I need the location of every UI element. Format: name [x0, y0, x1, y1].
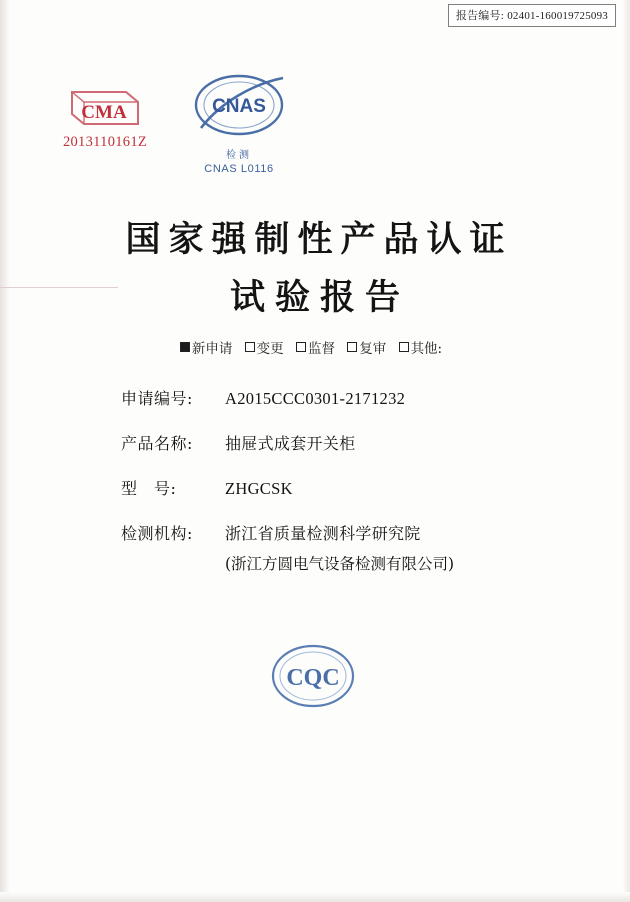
field-list	[121, 386, 541, 596]
checkbox-option-new[interactable]	[180, 341, 233, 357]
checkbox-label-other: 其他:	[410, 341, 443, 357]
field-value-product-name: 抽屉式成套开关柜	[225, 434, 356, 453]
field-label-testing-organization: 检测机构:	[121, 524, 193, 543]
checkbox-option-supervision[interactable]	[296, 341, 335, 357]
field-product-name	[121, 431, 541, 454]
field-value-testing-organization: 浙江省质量检测科学研究院	[225, 524, 421, 543]
field-label-application-number: 申请编号:	[121, 389, 193, 408]
checkbox-supervision-icon[interactable]	[296, 342, 306, 352]
application-type-row	[0, 337, 630, 357]
report-number-label: 报告编号:	[455, 10, 504, 22]
field-testing-organization	[121, 521, 541, 544]
cma-logo-icon	[68, 88, 142, 128]
checkbox-label-change: 变更	[256, 341, 284, 357]
page-title-line1: 国家强制性产品认证	[125, 219, 513, 260]
checkbox-option-review[interactable]	[347, 341, 386, 357]
svg-text:CQC: CQC	[286, 665, 340, 691]
checkbox-other-icon[interactable]	[399, 342, 409, 352]
field-value-model: ZHGCSK	[225, 479, 293, 498]
cnas-accreditation-number: CNAS L0116	[204, 163, 274, 175]
report-number-box	[448, 4, 616, 27]
checkbox-option-other[interactable]	[399, 341, 443, 357]
field-value-application-number: A2015CCC0301-2171232	[225, 389, 406, 408]
checkbox-new-icon[interactable]	[180, 342, 190, 352]
field-application-number	[121, 386, 541, 409]
checkbox-label-review: 复审	[359, 341, 387, 357]
checkbox-label-supervision: 监督	[307, 341, 335, 357]
page-title-line2: 试验报告	[229, 277, 410, 318]
checkbox-option-change[interactable]	[245, 341, 284, 357]
checkbox-label-new: 新申请	[191, 341, 233, 357]
field-model	[121, 476, 541, 499]
checkbox-change-icon[interactable]	[245, 342, 255, 352]
cnas-mark	[180, 72, 298, 175]
field-value-testing-organization-sub: (浙江方圆电气设备检测有限公司)	[225, 555, 455, 573]
checkbox-review-icon[interactable]	[347, 342, 357, 352]
report-number-value: 02401-160019725093	[507, 10, 608, 22]
page-edge-shadow-bottom	[0, 892, 630, 902]
cnas-logo-icon	[187, 72, 291, 150]
field-label-product-name: 产品名称:	[121, 434, 193, 453]
cma-certificate-number: 2013110161Z	[62, 134, 148, 150]
svg-text:CNAS: CNAS	[212, 96, 266, 117]
cnas-subtitle: 检测	[226, 150, 252, 161]
page-edge-shadow-right	[622, 0, 630, 902]
svg-text:CMA: CMA	[81, 102, 127, 123]
page-edge-shadow-left	[0, 0, 10, 902]
field-label-model: 型 号:	[121, 479, 177, 498]
cma-mark	[46, 88, 164, 151]
cqc-logo-icon	[265, 638, 361, 714]
